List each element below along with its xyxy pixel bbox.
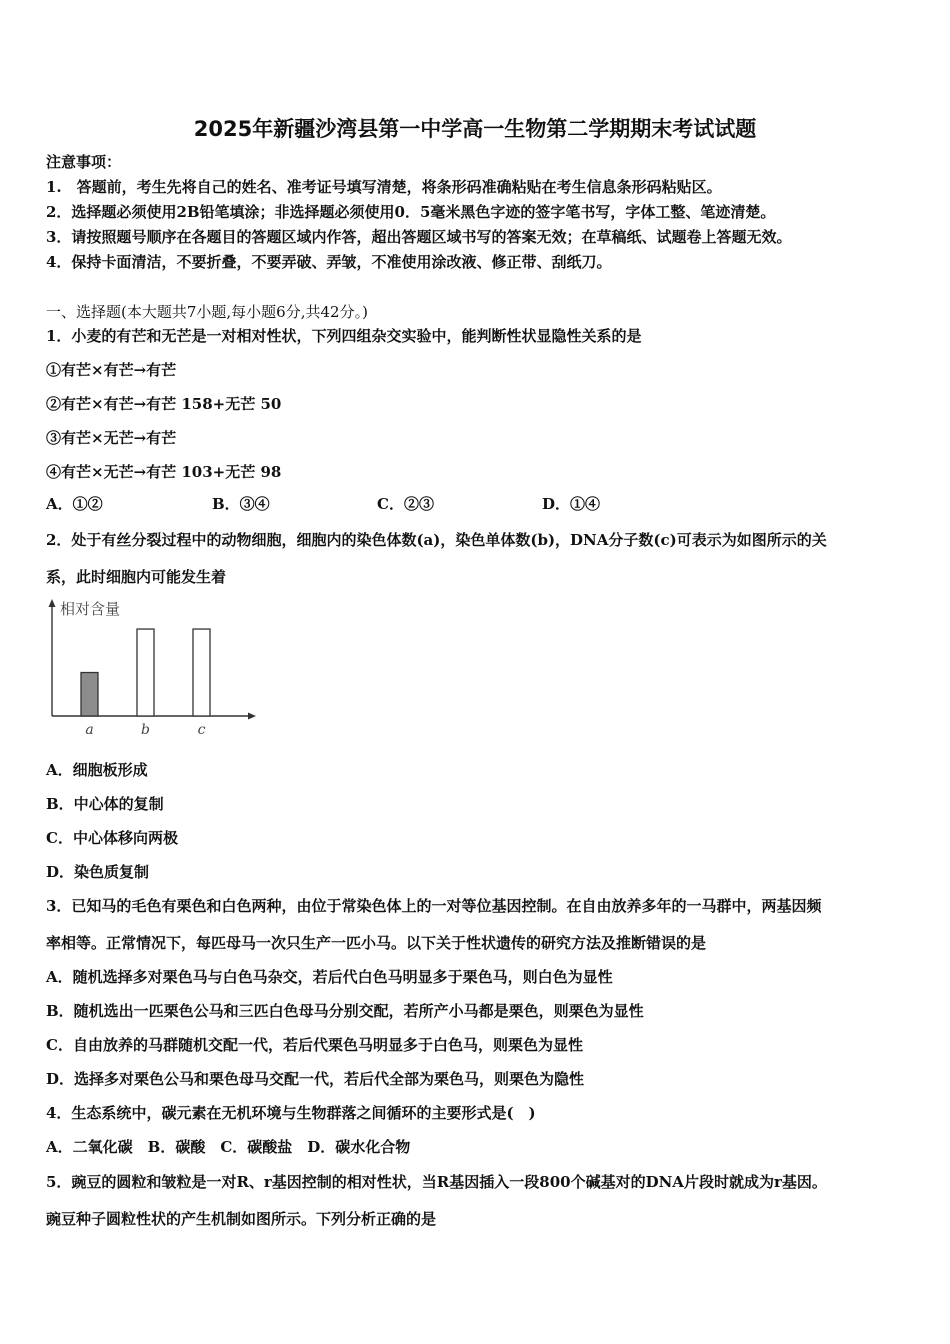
- x-axis-arrow: [248, 713, 256, 720]
- notice-item-1: 1. 答题前，考生先将自己的姓名、准考证号填写清楚，将条形码准确粘贴在考生信息条形码粘贴区。: [46, 178, 722, 196]
- q5-stem-line2: 豌豆种子圆粒性状的产生机制如图所示。下列分析正确的是: [46, 1210, 437, 1228]
- q1-cross-1: ①有芒×有芒→有芒: [46, 361, 177, 379]
- q2-stem-line2: 系，此时细胞内可能发生着: [46, 568, 227, 586]
- q1-option-a: A．①②: [46, 495, 103, 513]
- q1-option-b: B．③④: [212, 495, 270, 513]
- x-tick-label-a: a: [85, 722, 94, 738]
- q2-option-d: D．染色质复制: [46, 863, 150, 881]
- q3-option-b: B．随机选出一匹栗色公马和三匹白色母马分别交配，若所产小马都是栗色，则栗色为显性: [46, 1002, 644, 1020]
- q4-stem: 4．生态系统中，碳元素在无机环境与生物群落之间循环的主要形式是( ): [46, 1104, 536, 1122]
- q1-cross-2: ②有芒×有芒→有芒 158+无芒 50: [46, 395, 282, 413]
- q1-option-c: C．②③: [377, 495, 434, 513]
- notice-heading: 注意事项：: [46, 153, 122, 171]
- q2-option-c: C．中心体移向两极: [46, 829, 178, 847]
- notice-item-4: 4．保持卡面清洁，不要折叠，不要弄破、弄皱，不准使用涂改液、修正带、刮纸刀。: [46, 253, 612, 271]
- q1-cross-4: ④有芒×无芒→有芒 103+无芒 98: [46, 463, 282, 481]
- q4-options: A．二氧化碳 B．碳酸 C．碳酸盐 D．碳水化合物: [46, 1138, 411, 1156]
- q3-option-d: D．选择多对栗色公马和栗色母马交配一代，若后代全部为栗色马，则栗色为隐性: [46, 1070, 585, 1088]
- q1-option-d: D．①④: [542, 495, 601, 513]
- bar-c: [193, 629, 210, 716]
- notice-item-2: 2．选择题必须使用2B铅笔填涂；非选择题必须使用0．5毫米黑色字迹的签字笔书写，字体工整、笔迹清楚。: [46, 203, 776, 221]
- q1-cross-3: ③有芒×无芒→有芒: [46, 429, 177, 447]
- q3-option-a: A．随机选择多对栗色马与白色马杂交，若后代白色马明显多于栗色马，则白色为显性: [46, 968, 613, 986]
- x-tick-label-b: b: [141, 722, 150, 738]
- q3-stem-line2: 率相等。正常情况下，每匹母马一次只生产一匹小马。以下关于性状遗传的研究方法及推断错误的是: [46, 934, 707, 952]
- section-heading: 一、选择题(本大题共7小题,每小题6分,共42分。): [46, 303, 368, 321]
- q2-stem-line1: 2．处于有丝分裂过程中的动物细胞，细胞内的染色体数(a)，染色单体数(b)，DNA分子数(c)可表示为如图所示的关: [46, 531, 827, 549]
- q3-stem-line1: 3．已知马的毛色有栗色和白色两种，由位于常染色体上的一对等位基因控制。在自由放养多年的一马群中，两基因频: [46, 897, 822, 915]
- q5-stem-line1: 5．豌豆的圆粒和皱粒是一对R、r基因控制的相对性状，当R基因插入一段800个碱基对的DNA片段时就成为r基因。: [46, 1173, 827, 1191]
- q2-option-a: A．细胞板形成: [46, 761, 148, 779]
- q2-option-b: B．中心体的复制: [46, 795, 164, 813]
- q3-option-c: C．自由放养的马群随机交配一代，若后代栗色马明显多于白色马，则栗色为显性: [46, 1036, 583, 1054]
- q1-stem: 1．小麦的有芒和无芒是一对相对性状，下列四组杂交实验中，能判断性状显隐性关系的是: [46, 327, 642, 345]
- y-axis-arrow: [49, 599, 56, 607]
- bar-a: [81, 673, 98, 716]
- q2-bar-chart: [40, 596, 270, 750]
- page-title: 2025年新疆沙湾县第一中学高一生物第二学期期末考试试题: [193, 117, 757, 141]
- bar-b: [137, 629, 154, 716]
- notice-item-3: 3．请按照题号顺序在各题目的答题区域内作答，超出答题区域书写的答案无效；在草稿纸、试题卷上答题无效。: [46, 228, 792, 246]
- x-tick-label-c: c: [197, 722, 206, 738]
- bar-chart-svg: [40, 596, 270, 746]
- y-axis-label: 相对含量: [60, 600, 121, 618]
